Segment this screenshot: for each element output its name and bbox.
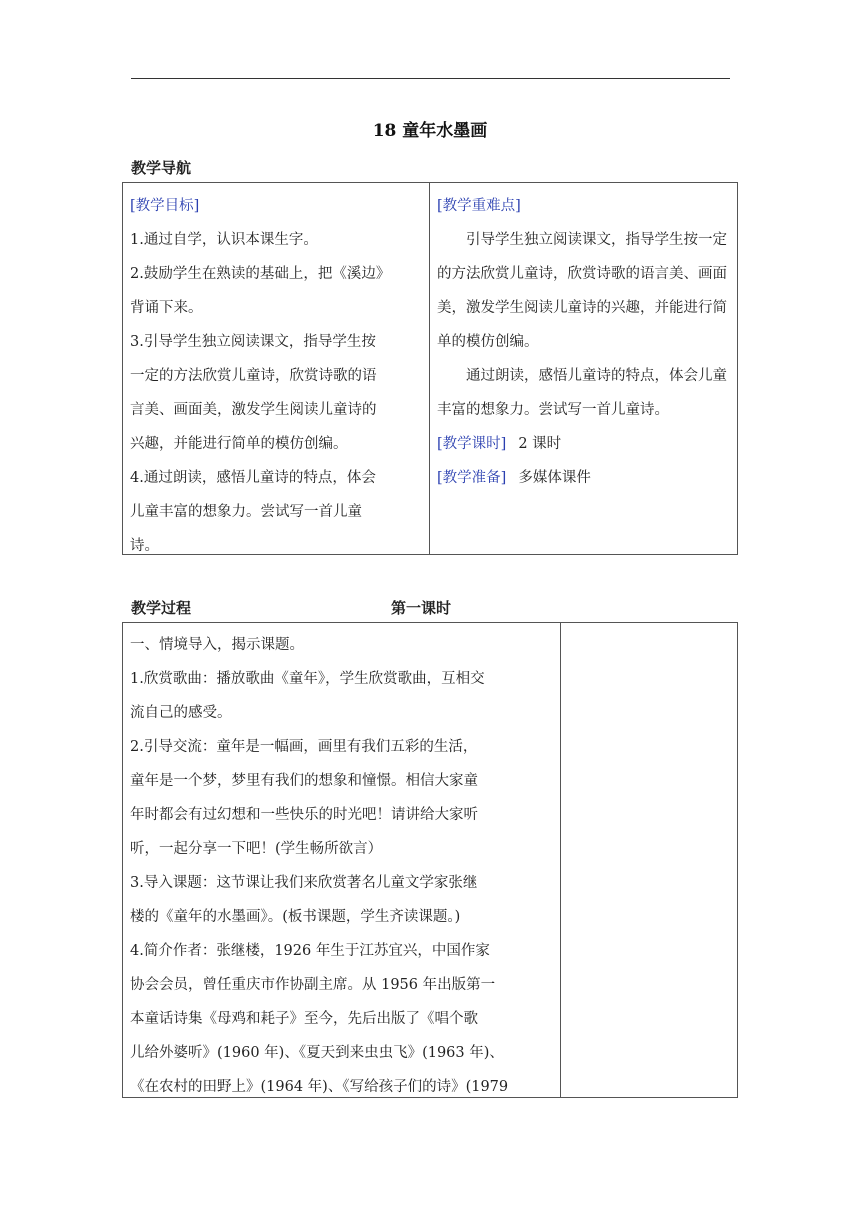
objective-line: 兴趣，并能进行简单的模仿创编。: [130, 436, 348, 452]
objective-line: 3.引导学生独立阅读课文，指导学生按: [130, 334, 376, 350]
process-line: 听，一起分享一下吧！(学生畅所欲言）: [130, 841, 383, 857]
process-line: 本童话诗集《母鸡和耗子》至今，先后出版了《唱个歌: [130, 1011, 478, 1027]
process-line: 4.简介作者：张继楼，1926 年生于江苏宜兴，中国作家: [130, 943, 490, 959]
teaching-nav-label: 教学导航: [131, 159, 192, 177]
teaching-nav-table: [122, 182, 738, 555]
process-line: 流自己的感受。: [130, 705, 232, 721]
process-line: 童年是一个梦，梦里有我们的想象和憧憬。相信大家童: [130, 773, 478, 789]
preparation-row: [437, 461, 731, 495]
objective-line: 4.通过朗读，感悟儿童诗的特点，体会: [130, 470, 376, 486]
process-line: 2.引导交流：童年是一幅画，画里有我们五彩的生活，: [130, 739, 478, 755]
key-points-paragraph: 通过朗读，感悟儿童诗的特点，体会儿童丰富的想象力。尝试写一首儿童诗。: [437, 368, 727, 418]
objective-line: 背诵下来。: [130, 300, 203, 316]
process-line: 1.欣赏歌曲：播放歌曲《童年》，学生欣赏歌曲，互相交: [130, 671, 485, 687]
objective-line: 儿童丰富的想象力。尝试写一首儿童: [130, 504, 362, 520]
preparation-value: 多媒体课件: [518, 470, 591, 486]
lesson-hours-row: [437, 427, 731, 461]
preparation-label: [教学准备]: [437, 470, 507, 486]
page-title: 18 童年水墨画: [372, 121, 488, 141]
process-content-cell: [123, 623, 561, 1097]
objectives-cell: [123, 183, 430, 554]
objectives-lines: [130, 223, 423, 563]
objective-line: 言美、画面美，激发学生阅读儿童诗的: [130, 402, 377, 418]
key-points-cell: [430, 183, 737, 554]
objective-line: 一定的方法欣赏儿童诗，欣赏诗歌的语: [130, 368, 377, 384]
process-line: 协会会员，曾任重庆市作协副主席。从 1956 年出版第一: [130, 977, 496, 993]
teaching-process-label: 教学过程: [131, 599, 192, 617]
objective-line: 诗。: [130, 538, 159, 554]
header-rule: [131, 78, 730, 79]
notes-cell: [561, 623, 737, 1097]
lesson-hours-value: 2 课时: [518, 436, 562, 452]
objective-line: 1.通过自学，认识本课生字。: [130, 232, 318, 248]
objective-line: 2.鼓励学生在熟读的基础上，把《溪边》: [130, 266, 391, 282]
lesson-hours-label: [教学课时]: [437, 436, 507, 452]
process-line: 儿给外婆听》(1960 年)、《夏天到来虫虫飞》(1963 年)、: [130, 1045, 504, 1061]
process-line: 3.导入课题：这节课让我们来欣赏著名儿童文学家张继: [130, 875, 478, 891]
lesson-one-label: 第一课时: [391, 599, 452, 617]
process-line: 楼的《童年的水墨画》。(板书课题，学生齐读课题。): [130, 909, 461, 925]
process-line: 年时都会有过幻想和一些快乐的时光吧！请讲给大家听: [130, 807, 478, 823]
key-points-paragraph: 引导学生独立阅读课文，指导学生按一定的方法欣赏儿童诗，欣赏诗歌的语言美、画面美，激发学生阅读儿童诗的兴趣，并能进行简单的模仿创编。: [437, 232, 727, 350]
objectives-header: [教学目标]: [130, 198, 200, 214]
process-line: 《在农村的田野上》(1964 年)、《写给孩子们的诗》(1979: [130, 1079, 509, 1095]
key-points-header: [教学重难点]: [437, 198, 521, 214]
process-line: 一、情境导入，揭示课题。: [130, 637, 304, 653]
teaching-process-table: [122, 622, 738, 1098]
